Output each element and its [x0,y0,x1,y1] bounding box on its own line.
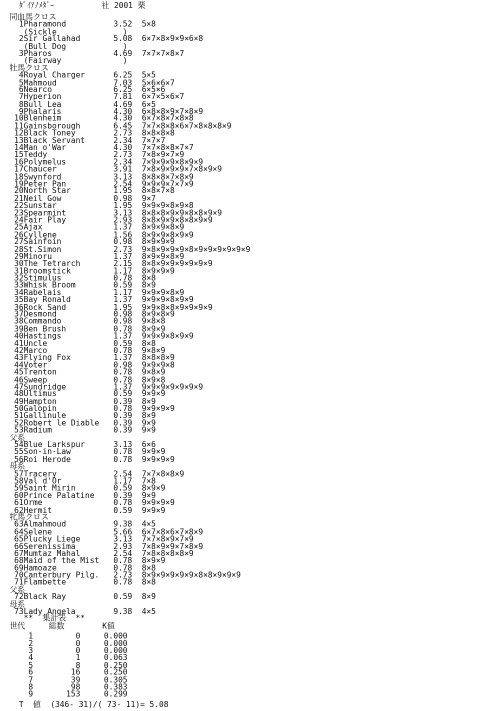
cross-row: 3Pharos 4.69 7×7×7×8×7 [0,48,185,58]
section-heading: 母系 [0,599,26,609]
summary-heading: ** 集計表 ** [0,614,85,624]
cross-row: 72Black Ray 0.59 8×9 [0,592,156,602]
lineage-note: (Bull Dog ) [0,41,128,51]
section-heading: 父系 [0,585,26,595]
cross-row: 49Hampton 0.39 8×9 [0,396,156,406]
cross-row: 53Radium 0.39 9×9 [0,425,156,435]
cross-row: 30The Tetrarch 2.15 8×8×9×9×9×9×9×9 [0,259,213,268]
cross-row: 16Polymelus 2.34 7×9×9×9×8×9×9 [0,157,204,167]
lineage-note: (Fairway ) [0,56,128,66]
cross-row: 12Black Toney 2.73 8×8×8×8 [0,128,175,138]
cross-row: 57Tracery 2.54 7×7×8×8×9 [0,469,185,479]
cross-row: 22Sunstar 1.95 9×9×9×8×9×8 [0,201,194,211]
report-header: ﾀﾞｲｱﾉﾒﾀﾞｰ 社 2001 栗 [0,0,146,10]
cross-row: 17Chaucer 3.91 7×8×9×9×9×7×8×9×9 [0,164,222,174]
cross-row: 18Swynford 3.13 8×8×8×7×8×9 [0,172,194,182]
cross-row: 59Saint Mirin 0.59 8×9×9 [0,483,166,493]
cross-row: 7Hyperion 7.81 6×7×5×6×7 [0,92,185,102]
summary-row: 1 0 0.000 [0,631,128,641]
section-heading: 父系 [0,433,26,442]
cross-row: 51Gallinule 0.39 8×9 [0,411,156,421]
cross-row: 24Fair Play 2.93 8×8×9×9×8×8×9×9 [0,215,213,225]
summary-row: 9 153 0.299 [0,689,128,699]
cross-row: 23Spearmint 3.13 8×8×8×9×9×8×8×9×9 [0,208,222,218]
cross-row: 44Voter 0.98 9×9×9×8 [0,360,175,370]
cross-row: 31Broomstick 1.17 8×9×9×9 [0,266,175,276]
cross-row: 58Val d'Or 1.17 7×8 [0,476,156,486]
cross-row: 8Bull Lea 4.69 6×5 [0,99,156,109]
cross-row: 27Sainfoin 0.98 8×9×9×9 [0,237,175,247]
cross-row: 73Lady Angela 9.38 4×5 [0,607,156,616]
cross-row: 1Pharamond 3.52 5×8 [0,19,156,29]
cross-row: 26Cyllene 1.56 8×9×9×8×9×9 [0,230,194,239]
cross-row: 65Plucky Liege 3.13 7×7×8×9×7×9 [0,534,194,544]
cross-row: 67Mumtaz Mahal 2.54 7×8×8×8×8×9 [0,549,194,558]
cross-row: 19Peter Pan 2.54 9×9×9×7×7×9 [0,179,194,189]
cross-row: 6Nearco 6.25 6×5×6 [0,85,166,95]
cross-row: 32Stimulus 0.78 8×8 [0,273,156,283]
cross-row: 5Mahmoud 7.03 5×6×6×7 [0,77,175,87]
cross-row: 33Whisk Broom 0.59 8×9 [0,280,156,290]
cross-row: 39Ben Brush 0.78 8×9×9 [0,324,166,334]
cross-row: 29Minoru 1.37 8×9×9×8×9 [0,251,185,261]
cross-row: 15Teddy 2.73 7×8×9×7×9 [0,150,185,160]
cross-row: 52Robert le Diable 0.39 9×9 [0,418,156,428]
cross-row: 9Phalaris 4.30 6×8×8×9×7×8×9 [0,106,204,116]
cross-row: 42Marco 0.78 9×8×9 [0,346,166,355]
summary-row: 7 39 0.305 [0,675,128,685]
cross-row: 38Commando 0.98 9×8×8 [0,317,166,326]
cross-row: 36Rock Sand 1.95 9×9×8×8×9×9×9×9 [0,302,213,312]
section-heading: 牝馬クロス [0,512,49,522]
cross-row: 2Sir Gallahad 5.08 6×7×8×9×9×6×8 [0,34,204,44]
cross-row: 69Hamoaze 0.78 8×8 [0,563,156,573]
section-heading: 母系 [0,462,26,471]
cross-row: 46Sweep 0.78 8×9×8 [0,375,166,384]
cross-row: 35Bay Ronald 1.37 9×9×9×8×9×9 [0,295,194,305]
section-heading: 牡馬クロス [0,63,49,73]
cross-row: 28St.Simon 2.73 9×8×9×9×9×8×9×9×9×9×9×9 [0,244,251,254]
cross-row: 34Rabelais 1.17 9×9×9×8×9 [0,288,185,297]
cross-row: 70Canterbury Pilg. 2.73 8×9×9×9×9×9×8×8×9×9×9 [0,570,241,580]
summary-columns: 世代 総数 K値 [0,621,115,631]
cross-row: 63Almahmoud 9.38 4×5 [0,520,156,529]
cross-row: 10Blenheim 4.30 6×7×8×7×8×8 [0,114,194,124]
summary-row: 3 0 0.000 [0,646,128,656]
cross-row: 14Man o'War 4.30 7×7×8×8×7×7 [0,143,194,153]
cross-row: 11Gainsborough 6.45 7×7×8×8×6×7×8×8×8×9 [0,121,232,131]
cross-row: 50Galopin 0.78 9×9×9×9 [0,404,175,413]
summary-row: 2 0 0.000 [0,638,128,648]
cross-row: 55Son-in-Law 0.78 9×9×9 [0,447,166,457]
cross-row: 61Orme 0.78 9×9×9×9 [0,498,175,508]
cross-row: 21Neil Gow 0.98 9×7 [0,193,156,203]
cross-row: 68Maid of the Mist 0.78 8×9×9 [0,556,166,566]
summary-row: 8 98 0.383 [0,682,128,692]
cross-row: 4Royal Charger 6.25 5×5 [0,70,156,80]
cross-row: 56Roi Herode 0.78 9×9×9×9 [0,454,175,464]
cross-row: 40Hastings 1.37 9×9×9×8×9×9 [0,331,194,341]
cross-row: 60Prince Palatine 0.39 9×9 [0,491,156,500]
lineage-note: (Sickle ) [0,27,128,37]
cross-row: 64Selene 5.66 6×7×8×6×7×8×9 [0,527,204,537]
cross-row: 43Flying Fox 1.37 8×8×8×9 [0,353,175,363]
section-heading: 同血馬クロス [0,12,57,22]
summary-row: 5 8 0.250 [0,660,128,670]
cross-row: 71Flambette 0.78 8×8 [0,578,156,587]
cross-row: 48Ultimus 0.59 9×9×9 [0,389,166,399]
cross-row: 13Black Servant 2.34 7×7×7 [0,135,166,145]
cross-row: 37Desmond 0.98 8×9×8×9 [0,309,175,319]
cross-row: 54Blue Larkspur 3.13 6×6 [0,440,156,450]
cross-row: 45Trenton 0.78 9×8×9 [0,367,166,377]
cross-row: 25Ajax 1.37 8×9×9×8×9 [0,222,185,232]
cross-row: 62Hermit 0.59 9×9×9 [0,505,166,515]
cross-row: 20North Star 1.95 8×8×7×8 [0,186,175,196]
cross-row: 41Uncle 0.59 8×8 [0,338,156,348]
t-value: T 値 (346- 31)/( 73- 11)= 5.08 [0,699,169,709]
cross-row: 47Sundridge 1.37 9×9×9×9×9×9×9 [0,382,204,392]
summary-row: 4 1 0.063 [0,653,128,663]
summary-row: 6 16 0.250 [0,667,128,677]
cross-row: 66Serenissima 2.93 7×8×9×9×7×8×9 [0,541,204,551]
